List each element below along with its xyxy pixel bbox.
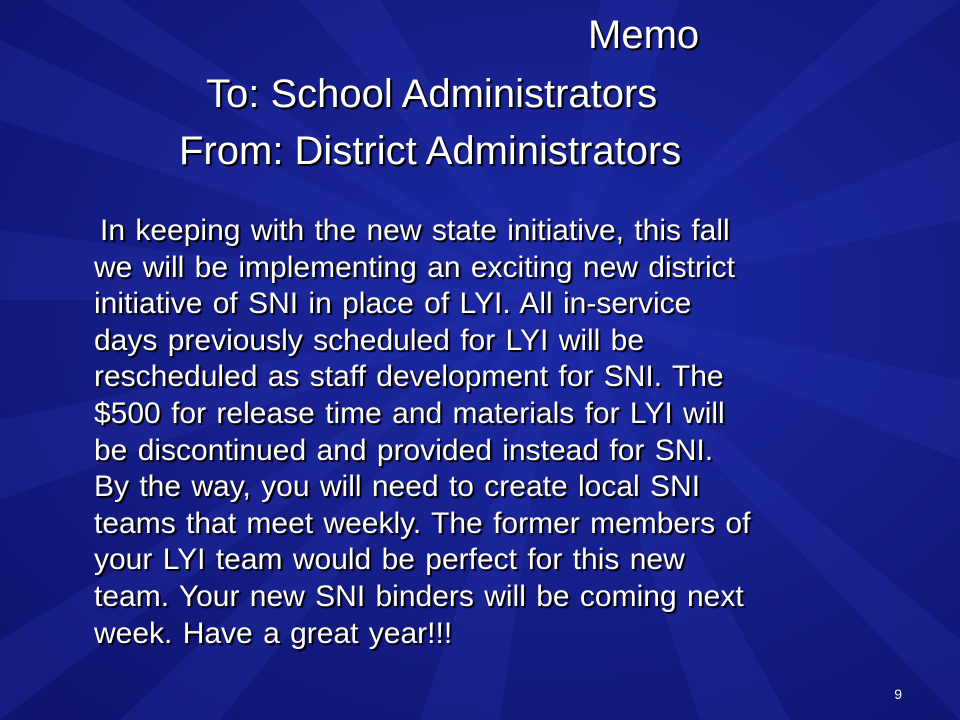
memo-to-line: To: School Administrators <box>206 72 658 116</box>
memo-from-line: From: District Administrators <box>179 129 682 173</box>
memo-body-line: week. Have a great year!!! <box>94 616 453 650</box>
memo-body-line: $500 for release time and materials for LYI will <box>94 396 725 430</box>
memo-body-line: By the way, you will need to create local SNI <box>94 470 701 504</box>
memo-body <box>94 213 914 652</box>
memo-body-line: be discontinued and provided instead for SNI. <box>94 433 714 467</box>
memo-body-line: initiative of SNI in place of LYI. All in-service <box>94 287 692 321</box>
slide-number: 9 <box>894 686 902 702</box>
memo-body-line: teams that meet weekly. The former members of <box>94 506 751 540</box>
memo-body-line: days previously scheduled for LYI will be <box>94 323 645 357</box>
memo-body-line: we will be implementing an exciting new district <box>94 250 735 284</box>
memo-body-line: your LYI team would be perfect for this new <box>94 543 685 577</box>
memo-body-line: In keeping with the new state initiative, this fall <box>100 214 730 247</box>
memo-title: Memo <box>588 13 700 57</box>
memo-body-line: team. Your new SNI binders will be coming next <box>94 579 744 613</box>
memo-body-line: rescheduled as staff development for SNI. The <box>94 360 724 394</box>
